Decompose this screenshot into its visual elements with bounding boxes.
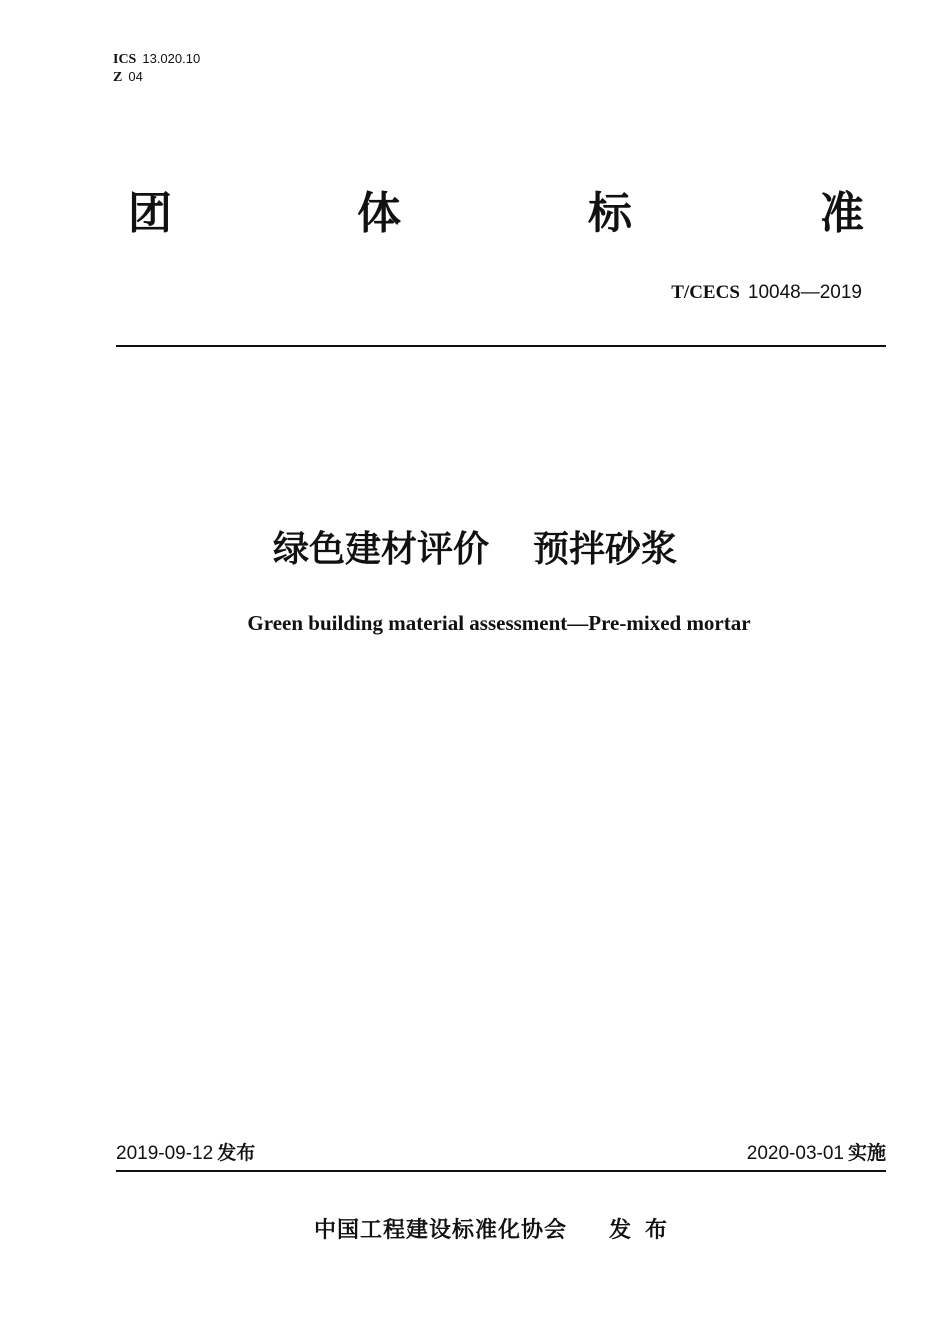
ccs-line (113, 68, 200, 86)
publisher-organization: 中国工程建设标准化协会 (314, 1218, 568, 1243)
english-title: Green building material assessment—Pre-mixed mortar (247, 611, 751, 635)
ics-line (113, 50, 200, 68)
ics-label: ICS (113, 52, 137, 67)
publisher-line (314, 1216, 681, 1246)
implementation-date-label: 实施 (847, 1142, 886, 1164)
chinese-title (0, 528, 950, 572)
issue-date (116, 1140, 255, 1167)
ccs-label: Z (113, 70, 123, 85)
classification-codes (113, 50, 200, 86)
bottom-divider (116, 1170, 886, 1172)
publisher-action: 发布 (609, 1218, 682, 1243)
implementation-date-value: 2020-03-01 (746, 1143, 844, 1164)
issue-date-value: 2019-09-12 (116, 1143, 214, 1164)
header-title-char-4: 准 (820, 188, 864, 239)
standard-prefix: T/CECS (671, 282, 740, 303)
issue-date-label: 发布 (217, 1142, 256, 1164)
standard-code: 10048—2019 (747, 282, 862, 303)
implementation-date (747, 1140, 886, 1167)
header-title-char-1: 团 (128, 188, 172, 239)
ccs-code: 04 (128, 69, 143, 84)
top-divider (116, 345, 886, 347)
ics-code: 13.020.10 (142, 51, 201, 66)
standard-number (671, 280, 862, 305)
chinese-title-part2: 预拌砂浆 (533, 529, 678, 570)
chinese-title-part1: 绿色建材评价 (272, 529, 489, 570)
header-title-char-2: 体 (357, 188, 401, 239)
header-title-char-3: 标 (588, 188, 632, 239)
